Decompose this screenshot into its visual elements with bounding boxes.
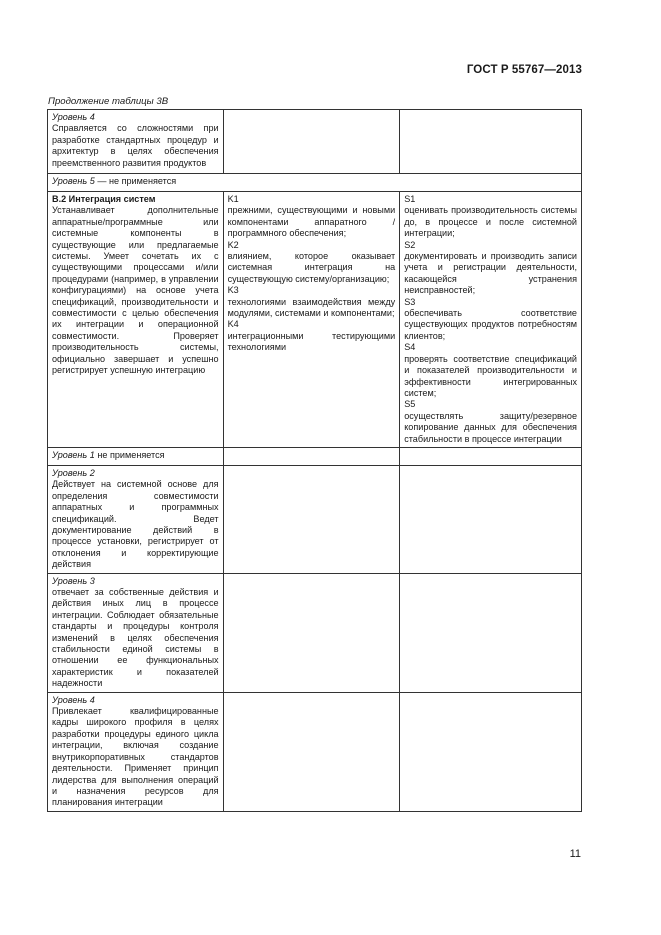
table-row — [48, 110, 582, 174]
table-cell — [223, 110, 400, 174]
page-number: 11 — [569, 848, 581, 860]
skill-code: S5 — [404, 399, 416, 410]
level-description: отвечает за собственные действия и действия иных лиц в процессе интеграции. Соблюдает обязательные стандарты и процедуры контроля изменений в целях обеспечения стабильности единой системы в отношении ее функциональных характеристик и показателей надежности — [52, 587, 219, 689]
standard-code: ГОСТ Р 55767—2013 — [466, 64, 582, 76]
knowledge-code: K4 — [227, 319, 239, 330]
skill-text: обеспечивать соответствие существующих продуктов потребностям клиентов; — [404, 308, 577, 341]
table-row — [48, 447, 582, 465]
section-description: Устанавливает дополнительные аппаратные/программные или системные компоненты в существующие или предлагаемые системы. Умеет сочетать их с существующими процессами и/или процедурами (например, в управлении конфигурациями) на основе учета спецификаций, производительности и совместимости с целью обеспечения их интеграции и операционной совместимости. Проверяет производительность системы, официально завершает и успешно регистрирует успешную интеграцию — [52, 205, 219, 376]
table-caption: Продолжение таблицы 3В — [48, 96, 169, 107]
knowledge-text: интеграционными тестирующими технологиями — [227, 330, 396, 353]
level-label: Уровень 4 — [52, 112, 95, 122]
level-label: Уровень 1 — [52, 449, 95, 460]
knowledge-text: влиянием, которое оказывает системная интеграция на существующую систему/организацию; — [227, 251, 396, 284]
level-description: Действует на системной основе для определения совместимости аппаратных и программных спецификаций. Ведет документирование действий в процессе установки, регистрирует от отклонения и корректирующие действия — [52, 479, 219, 570]
level-label: Уровень 4 — [52, 694, 95, 705]
section-title: В.2 Интеграция систем — [52, 194, 156, 204]
level-label: Уровень 5 — [52, 176, 95, 186]
table-cell — [223, 447, 400, 465]
table-cell — [48, 465, 224, 573]
knowledge-code: K3 — [227, 285, 239, 296]
skill-text: проверять соответствие спецификаций и показателей производительности и эффективности интегрированных систем; — [404, 353, 577, 398]
skill-text: осуществлять защиту/резервное копирование данных для обеспечения стабильности в процессе интеграции — [404, 410, 577, 444]
table-row — [48, 692, 582, 811]
table-cell — [223, 573, 400, 692]
table-cell — [400, 447, 582, 465]
level-description: Привлекает квалифицированные кадры широкого профиля в целях разработки процедуры единого цикла интеграции, включая создание внутрикорпоративных стандартов деятельности. Применяет принцип лидерства для выполнения операций и назначения ресурсов для планирования интеграции — [52, 706, 219, 808]
skills-cell — [400, 192, 582, 448]
table-row — [48, 174, 582, 192]
skill-code: S2 — [404, 239, 416, 250]
skill-code: S1 — [404, 194, 416, 204]
table-cell — [400, 692, 582, 811]
level-status: не применяется — [97, 449, 165, 460]
table-cell — [400, 465, 582, 573]
table-cell — [48, 573, 224, 692]
level-label: Уровень 2 — [52, 467, 95, 478]
skill-code: S3 — [404, 296, 416, 307]
table-row — [48, 465, 582, 573]
skill-text: оценивать производительность системы до, в процессе и после системной интеграции; — [404, 205, 577, 239]
skill-text: документировать и производить записи учета и регистрации деятельности, касающейся устранения неисправностей; — [404, 251, 577, 296]
knowledge-cell — [223, 192, 400, 448]
table-cell — [48, 447, 224, 465]
competence-table — [47, 109, 582, 812]
table-cell — [48, 692, 224, 811]
knowledge-text: прежними, существующими и новыми компонентами аппаратного / программного обеспечения; — [227, 205, 396, 239]
table-cell — [400, 573, 582, 692]
knowledge-code: K2 — [227, 239, 239, 250]
table-cell — [48, 174, 582, 192]
table-cell — [223, 692, 400, 811]
table-row — [48, 192, 582, 448]
table-cell — [48, 192, 224, 448]
level-label: Уровень 3 — [52, 575, 95, 586]
level-status: — не применяется — [97, 176, 177, 186]
table-cell — [48, 110, 224, 174]
level-description: Справляется со сложностями при разработке стандартных процедур и архитектур в целях обеспечения преемственного развития продуктов — [52, 123, 219, 168]
knowledge-text: технологиями взаимодействия между модулями, системами и компонентами; — [227, 296, 396, 319]
table-row — [48, 573, 582, 692]
skill-code: S4 — [404, 342, 416, 353]
knowledge-code: K1 — [227, 194, 239, 204]
table-cell — [400, 110, 582, 174]
table-cell — [223, 465, 400, 573]
